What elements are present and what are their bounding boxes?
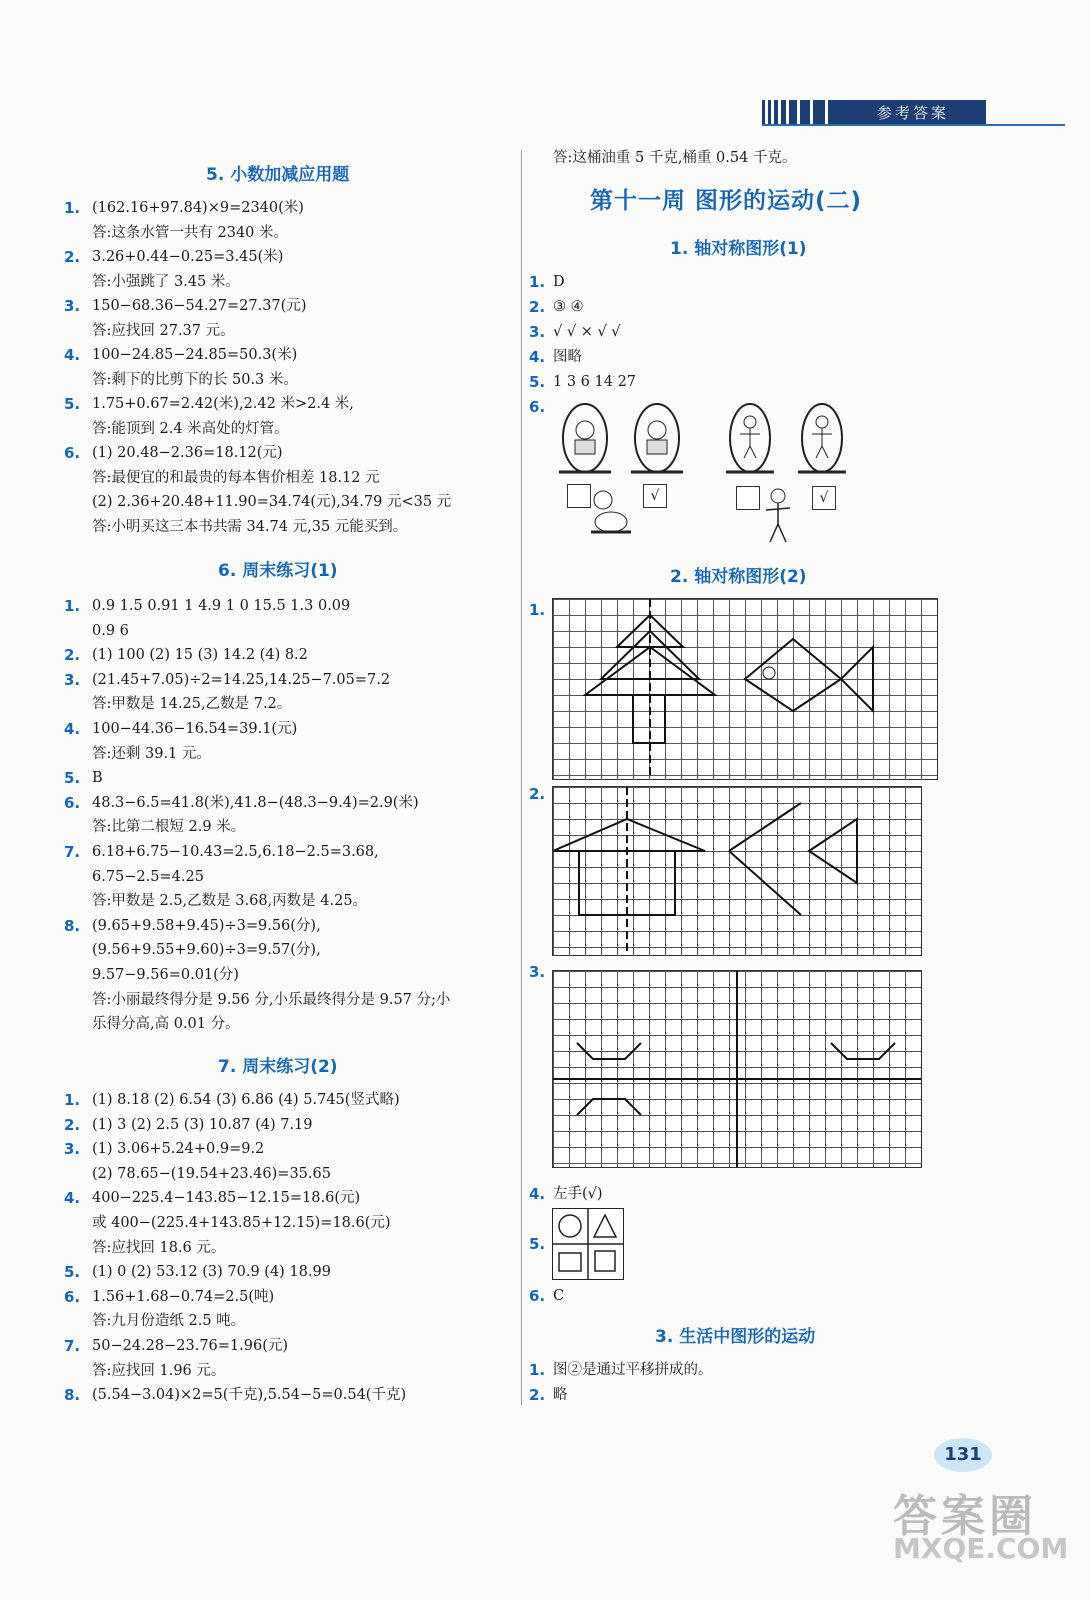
- answer-line: (9.65+9.58+9.45)÷3=9.56(分),: [92, 917, 321, 934]
- shape-grid-2x2: [552, 1208, 624, 1280]
- question-number: 2.: [529, 298, 546, 316]
- question-number: 1.: [64, 1091, 81, 1109]
- q4-number: 4.: [529, 1185, 546, 1203]
- carry-over-answer: 答:这桶油重 5 千克,桶重 0.54 千克。: [553, 150, 797, 166]
- answer-line: 答:应找回 27.37 元。: [92, 322, 235, 339]
- grid-question-1: [552, 598, 938, 780]
- grid-3-figures: [553, 971, 921, 1167]
- answer-line: 0.9 6: [92, 622, 129, 639]
- answer-line: B: [92, 770, 103, 787]
- answer-line: 答:还剩 39.1 元。: [92, 745, 211, 762]
- question-number: 1.: [64, 199, 81, 217]
- section-title-6: 6. 周末练习(1): [218, 561, 338, 581]
- week-title: 第十一周 图形的运动(二): [590, 188, 863, 214]
- answer-line: 答:应找回 18.6 元。: [92, 1239, 226, 1256]
- grid-1-figures: [553, 599, 937, 779]
- question-number: 2.: [64, 646, 81, 665]
- answer-line: (162.16+97.84)×9=2340(米): [92, 200, 304, 216]
- bear-mirror-icon: [553, 400, 693, 480]
- answer-line: 1.75+0.67=2.42(米),2.42 米>2.4 米,: [92, 396, 354, 412]
- answer-line: (1) 20.48−2.36=18.12(元): [92, 445, 283, 461]
- question-number: 2.: [64, 1115, 81, 1134]
- answer-line: (1) 0 (2) 53.12 (3) 70.9 (4) 18.99: [92, 1264, 331, 1281]
- q6-answer: C: [553, 1288, 565, 1304]
- answer-line: 答:小明买这三本书共需 34.74 元,35 元能买到。: [92, 518, 408, 535]
- answer-line: 150−68.36−54.27=27.37(元): [92, 298, 307, 314]
- q5-number: 5.: [529, 1235, 546, 1253]
- answer-line: 图②是通过平移拼成的。: [553, 1362, 713, 1378]
- question-number: 3.: [64, 670, 81, 689]
- question-number: 3.: [64, 297, 81, 315]
- answer-line: 1.56+1.68−0.74=2.5(吨): [92, 1288, 275, 1305]
- question-number: 2.: [64, 248, 81, 266]
- question-number: 4.: [529, 348, 546, 366]
- answer-line: (1) 3.06+5.24+0.9=9.2: [92, 1141, 265, 1158]
- answer-line: (1) 100 (2) 15 (3) 14.2 (4) 8.2: [92, 647, 308, 664]
- answer-line: (2) 2.36+20.48+11.90=34.74(元),34.79 元<35 元: [92, 494, 452, 510]
- answer-line: 答:最便宜的和最贵的每本售价相差 18.12 元: [92, 469, 380, 486]
- answer-line: D: [553, 274, 565, 290]
- grid-2-figures: [553, 787, 921, 955]
- header-decor-bars: [762, 100, 842, 126]
- answer-line: 答:甲数是 2.5,乙数是 3.68,丙数是 4.25。: [92, 893, 368, 910]
- answer-line: 图略: [553, 349, 582, 365]
- answer-line: 答:应找回 1.96 元。: [92, 1362, 226, 1379]
- answer-line: 9.57−9.56=0.01(分): [92, 967, 239, 983]
- watermark-logo: 答案圈: [893, 1491, 1037, 1542]
- answer-line: 0.9 1.5 0.91 1 4.9 1 0 15.5 1.3 0.09: [92, 598, 351, 614]
- section-title-7: 7. 周末练习(2): [218, 1057, 338, 1077]
- answer-line: 400−225.4−143.85−12.15=18.6(元): [92, 1190, 361, 1207]
- answer-line: 48.3−6.5=41.8(米),41.8−(48.3−9.4)=2.9(米): [92, 794, 419, 811]
- answer-line: 答:这条水管一共有 2340 米。: [92, 224, 289, 241]
- grid-question-2-number: 2.: [529, 785, 546, 803]
- grid-question-3: [552, 970, 922, 1168]
- question-number: 7.: [64, 1337, 81, 1355]
- right-section-title-2: 2. 轴对称图形(2): [670, 567, 807, 587]
- grid-question-1-number: 1.: [529, 601, 546, 619]
- grid-question-2: [552, 786, 922, 956]
- answer-line: 50−24.28−23.76=1.96(元): [92, 1338, 289, 1354]
- question-number: 1.: [64, 597, 81, 615]
- answer-line: 6.18+6.75−10.43=2.5,6.18−2.5=3.68,: [92, 844, 379, 860]
- right-section-title-1: 1. 轴对称图形(1): [670, 239, 807, 259]
- header-tab: 参考答案: [840, 100, 986, 126]
- question-number: 6.: [64, 444, 81, 462]
- question-number: 4.: [64, 346, 81, 364]
- answer-line: (21.45+7.05)÷2=14.25,14.25−7.05=7.2: [92, 671, 391, 688]
- answer-box-checked: √: [643, 484, 667, 508]
- shape-grid-figures: [553, 1209, 623, 1279]
- question-number: 2.: [529, 1386, 546, 1404]
- answer-line: (5.54−3.04)×2=5(千克),5.54−5=0.54(千克): [92, 1387, 407, 1404]
- answer-line: √ √ × √ √: [553, 324, 621, 340]
- watermark-url: MXQE.COM: [893, 1532, 1069, 1565]
- question-number: 8.: [64, 916, 81, 935]
- answer-line: (2) 78.65−(19.54+23.46)=35.65: [92, 1165, 331, 1182]
- answer-line: 答:能顶到 2.4 米高处的灯管。: [92, 420, 289, 437]
- girl-mirror-icon: [722, 400, 852, 480]
- answer-line: 答:小强跳了 3.45 米。: [92, 273, 240, 290]
- answer-line: 略: [553, 1387, 568, 1403]
- question-number: 3.: [529, 323, 546, 341]
- answer-line: 答:九月份造纸 2.5 吨。: [92, 1313, 246, 1330]
- answer-line: 乐得分高,高 0.01 分。: [92, 1016, 240, 1033]
- question-number: 4.: [64, 720, 81, 738]
- right-section-title-3: 3. 生活中图形的运动: [655, 1327, 816, 1347]
- answer-line: 答:比第二根短 2.9 米。: [92, 819, 246, 836]
- answer-line: (9.56+9.55+9.60)÷3=9.57(分),: [92, 942, 321, 959]
- q6-number: 6.: [529, 1287, 546, 1305]
- question-number: 6.: [529, 398, 546, 416]
- header-rule: [762, 124, 1065, 126]
- answer-line: 答:小丽最终得分是 9.56 分,小乐最终得分是 9.57 分;小: [92, 991, 451, 1008]
- answer-line: 100−44.36−16.54=39.1(元): [92, 721, 298, 737]
- question-number: 5.: [64, 395, 81, 413]
- question-number: 5.: [529, 373, 546, 391]
- question-number: 1.: [529, 273, 546, 291]
- question-number: 6.: [64, 793, 81, 812]
- answer-line: 100−24.85−24.85=50.3(米): [92, 347, 298, 363]
- section-title-5: 5. 小数加减应用题: [206, 165, 350, 185]
- answer-line: 6.75−2.5=4.25: [92, 868, 204, 885]
- question-number: 1.: [529, 1361, 546, 1379]
- page-number: 131: [934, 1438, 992, 1472]
- question-number: 5.: [64, 1263, 81, 1282]
- question-number: 3.: [64, 1140, 81, 1159]
- answer-line: 3.26+0.44−0.25=3.45(米): [92, 249, 284, 265]
- small-bear-icon: [585, 488, 635, 538]
- q4-answer: 左手(√): [553, 1186, 603, 1202]
- question-number: 6.: [64, 1287, 81, 1306]
- grid-question-3-number: 3.: [529, 963, 546, 981]
- question-number: 4.: [64, 1189, 81, 1208]
- answer-line: 答:甲数是 14.25,乙数是 7.2。: [92, 696, 292, 713]
- answer-line: 或 400−(225.4+143.85+12.15)=18.6(元): [92, 1215, 391, 1231]
- question-number: 7.: [64, 843, 81, 861]
- answer-line: (1) 8.18 (2) 6.54 (3) 6.86 (4) 5.745(竖式略): [92, 1092, 400, 1108]
- answer-line: ③ ④: [553, 299, 584, 315]
- answer-line: 1 3 6 14 27: [553, 374, 637, 390]
- answer-box-checked-2: √: [812, 486, 836, 510]
- answer-line: 答:剩下的比剪下的长 50.3 米。: [92, 371, 298, 388]
- column-divider: [521, 150, 522, 1405]
- question-number: 8.: [64, 1386, 81, 1405]
- question-number: 5.: [64, 769, 81, 788]
- answer-line: (1) 3 (2) 2.5 (3) 10.87 (4) 7.19: [92, 1116, 313, 1133]
- answer-box-empty-2: [736, 486, 760, 510]
- small-girl-icon: [758, 486, 798, 546]
